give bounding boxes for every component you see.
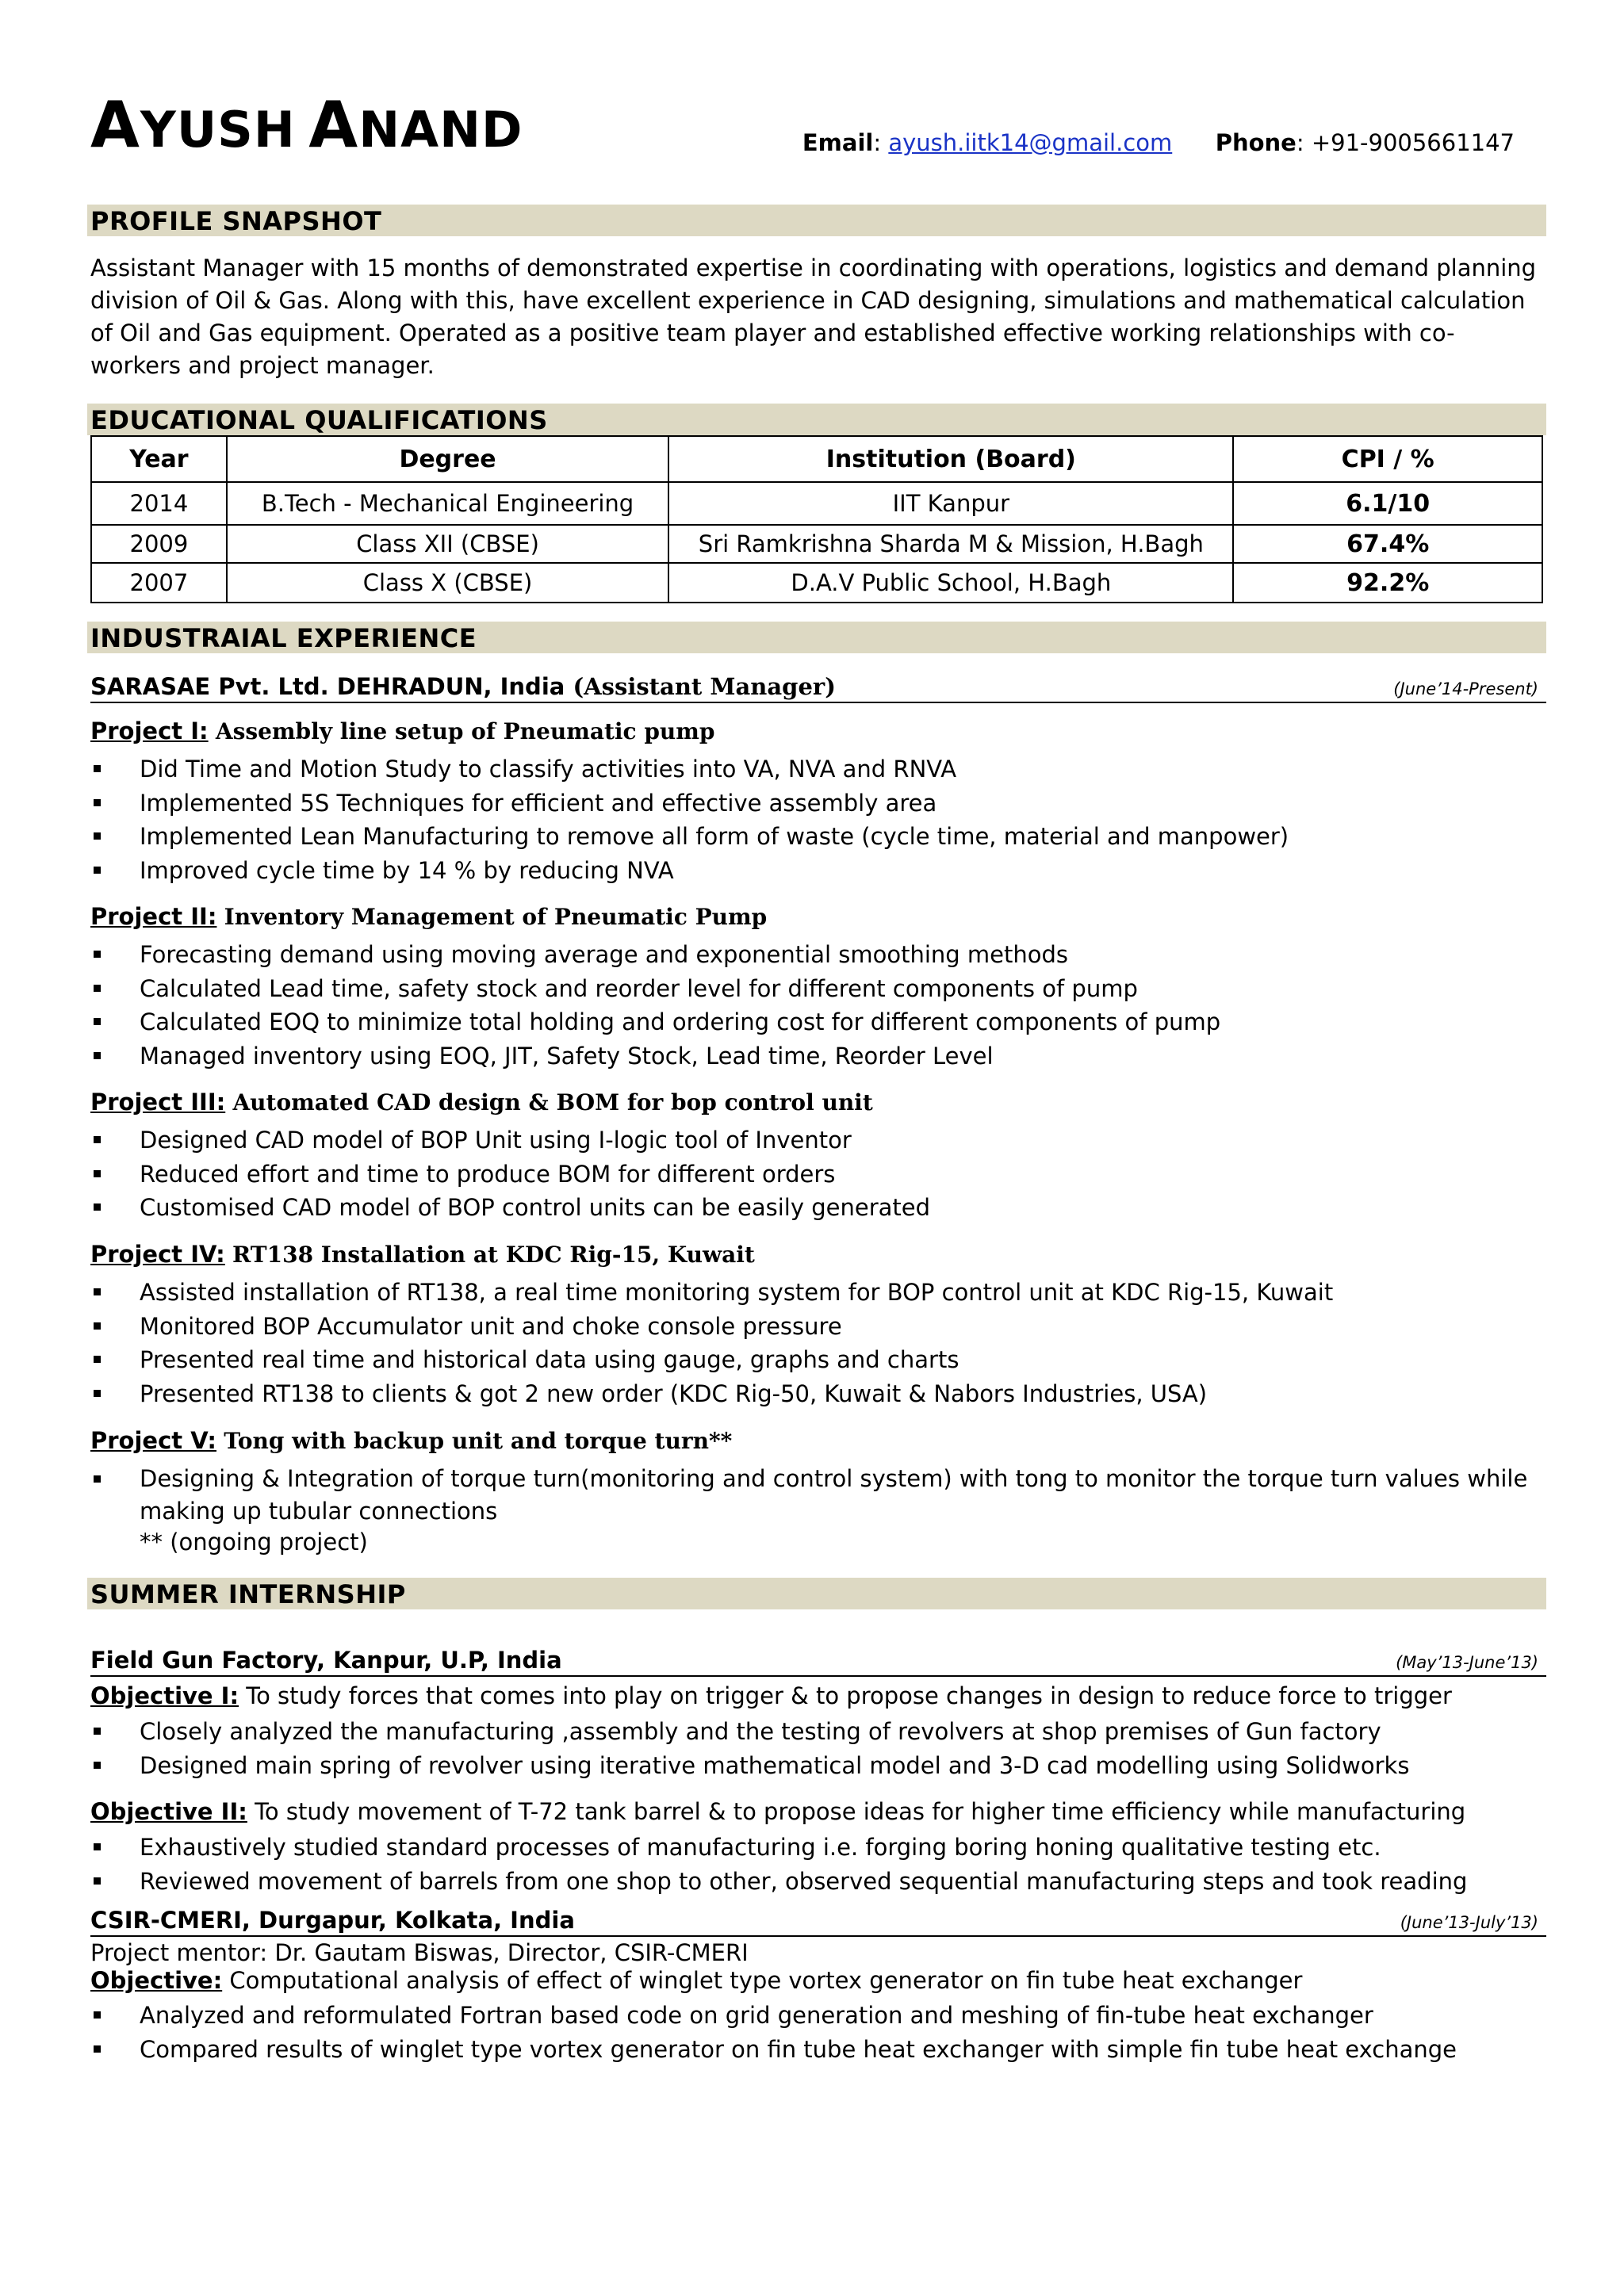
objective-2: Objective II: To study movement of T-72 tank barrel & to propose ideas for higher time efficiency while manufacturing: [90, 1798, 1466, 1825]
table-row: 2009 Class XII (CBSE) Sri Ramkrishna Sharda M & Mission, H.Bagh 67.4%: [91, 525, 1542, 563]
phone-label: Phone: [1215, 129, 1297, 156]
phone-number: +91-9005661147: [1311, 129, 1515, 156]
table-header-row: [91, 436, 1542, 482]
company-name: Field Gun Factory, Kanpur, U.P, India: [90, 1647, 562, 1674]
project-mentor: Project mentor: Dr. Gautam Biswas, Director, CSIR-CMERI: [90, 1939, 749, 1966]
experience-company: [90, 670, 1546, 703]
list-item: Implemented Lean Manufacturing to remove all form of waste (cycle time, material and manpower): [87, 820, 1289, 854]
project-5-heading: Project V: Tong with backup unit and torque turn**: [90, 1427, 733, 1454]
table-row: 2014 B.Tech - Mechanical Engineering IIT Kanpur 6.1/10: [91, 482, 1542, 525]
list-item: Calculated EOQ to minimize total holding and ordering cost for different components of pump: [87, 1005, 1220, 1039]
section-education-title: EDUCATIONAL QUALIFICATIONS: [87, 404, 1546, 435]
list-item: Presented RT138 to clients & got 2 new order (KDC Rig-50, Kuwait & Nabors Industries, USA): [87, 1377, 1333, 1411]
company-name: SARASAE Pvt. Ltd. DEHRADUN, India: [90, 673, 565, 700]
list-item: Closely analyzed the manufacturing ,assembly and the testing of revolvers at shop premises of Gun factory: [87, 1715, 1409, 1749]
col-cpi: CPI / %: [1233, 436, 1542, 482]
col-institution: Institution (Board): [668, 436, 1233, 482]
internship-cmeri-company: [90, 1907, 1546, 1937]
candidate-name: AYUSH ANAND: [90, 88, 523, 162]
list-item: Customised CAD model of BOP control units can be easily generated: [87, 1191, 930, 1225]
company-date: (June’14-Present): [1393, 679, 1538, 698]
project-5-bullets: [87, 1463, 1535, 1528]
project-4-bullets: [87, 1276, 1333, 1410]
profile-text: Assistant Manager with 15 months of demonstrated expertise in coordinating with operations, logistics and demand planning division of Oil & Gas. Along with this, have excellent experience in CAD designing, simulations and mathematical calculation of Oil and Gas equipment. Operated as a positive team player and established effective working relationships with co-workers and project manager.: [90, 254, 1537, 379]
list-item: Implemented 5S Techniques for efficient and effective assembly area: [87, 786, 1289, 821]
project-3-heading: Project III: Automated CAD design & BOM for bop control unit: [90, 1089, 873, 1115]
objective-1-bullets: [87, 1715, 1409, 1782]
email-link[interactable]: ayush.iitk14@gmail.com: [888, 129, 1173, 156]
cmeri-bullets: [87, 1999, 1457, 2066]
col-degree: Degree: [227, 436, 668, 482]
project-5-note: ** (ongoing project): [140, 1529, 368, 1556]
company-role: (Assistant Manager): [573, 673, 836, 700]
company-name: CSIR-CMERI, Durgapur, Kolkata, India: [90, 1907, 575, 1934]
list-item: Designing & Integration of torque turn(monitoring and control system) with tong to monitor the torque turn values while making up tubular connections: [87, 1463, 1535, 1528]
list-item: Exhaustively studied standard processes of manufacturing i.e. forging boring honing qualitative testing etc.: [87, 1831, 1467, 1865]
list-item: Improved cycle time by 14 % by reducing NVA: [87, 854, 1289, 888]
list-item: Managed inventory using EOQ, JIT, Safety Stock, Lead time, Reorder Level: [87, 1039, 1220, 1073]
list-item: Assisted installation of RT138, a real time monitoring system for BOP control unit at KDC Rig-15, Kuwait: [87, 1276, 1333, 1310]
list-item: Analyzed and reformulated Fortran based code on grid generation and meshing of fin-tube heat exchanger: [87, 1999, 1457, 2033]
list-item: Designed CAD model of BOP Unit using I-logic tool of Inventor: [87, 1123, 930, 1158]
list-item: Calculated Lead time, safety stock and reorder level for different components of pump: [87, 972, 1220, 1006]
list-item: Reviewed movement of barrels from one shop to other, observed sequential manufacturing steps and took reading: [87, 1865, 1467, 1899]
list-item: Compared results of winglet type vortex generator on fin tube heat exchanger with simple fin tube heat exchange: [87, 2033, 1457, 2067]
list-item: Forecasting demand using moving average and exponential smoothing methods: [87, 938, 1220, 972]
section-experience-title: INDUSTRAIAL EXPERIENCE: [87, 622, 1546, 653]
list-item: Presented real time and historical data using gauge, graphs and charts: [87, 1343, 1333, 1377]
list-item: Designed main spring of revolver using iterative mathematical model and 3-D cad modelling using Solidworks: [87, 1749, 1409, 1783]
section-internship-title: SUMMER INTERNSHIP: [87, 1578, 1546, 1609]
company-date: (May’13-June’13): [1396, 1653, 1538, 1672]
cmeri-objective: Objective: Computational analysis of effect of winglet type vortex generator on fin tube heat exchanger: [90, 1967, 1303, 1994]
project-2-heading: Project II: Inventory Management of Pneumatic Pump: [90, 903, 768, 930]
table-row: 2007 Class X (CBSE) D.A.V Public School, H.Bagh 92.2%: [91, 563, 1542, 603]
project-4-heading: Project IV: RT138 Installation at KDC Rig-15, Kuwait: [90, 1241, 755, 1268]
list-item: Did Time and Motion Study to classify activities into VA, NVA and RNVA: [87, 752, 1289, 786]
list-item: Monitored BOP Accumulator unit and choke console pressure: [87, 1310, 1333, 1344]
email-label: Email: [802, 129, 874, 156]
education-table: [90, 435, 1543, 603]
objective-2-bullets: [87, 1831, 1467, 1898]
section-profile-title: PROFILE SNAPSHOT: [87, 205, 1546, 236]
objective-1: Objective I: To study forces that comes into play on trigger & to propose changes in design to reduce force to trigger: [90, 1682, 1452, 1709]
contact-info: Email: ayush.iitk14@gmail.com Phone: +91-9005661147: [802, 129, 1515, 156]
internship-ofb-company: [90, 1644, 1546, 1677]
company-date: (June’13-July’13): [1400, 1913, 1538, 1932]
project-1-heading: Project I: Assembly line setup of Pneumatic pump: [90, 718, 715, 744]
project-3-bullets: [87, 1123, 930, 1225]
project-1-bullets: [87, 752, 1289, 887]
project-2-bullets: [87, 938, 1220, 1073]
col-year: Year: [91, 436, 227, 482]
list-item: Reduced effort and time to produce BOM for different orders: [87, 1158, 930, 1192]
